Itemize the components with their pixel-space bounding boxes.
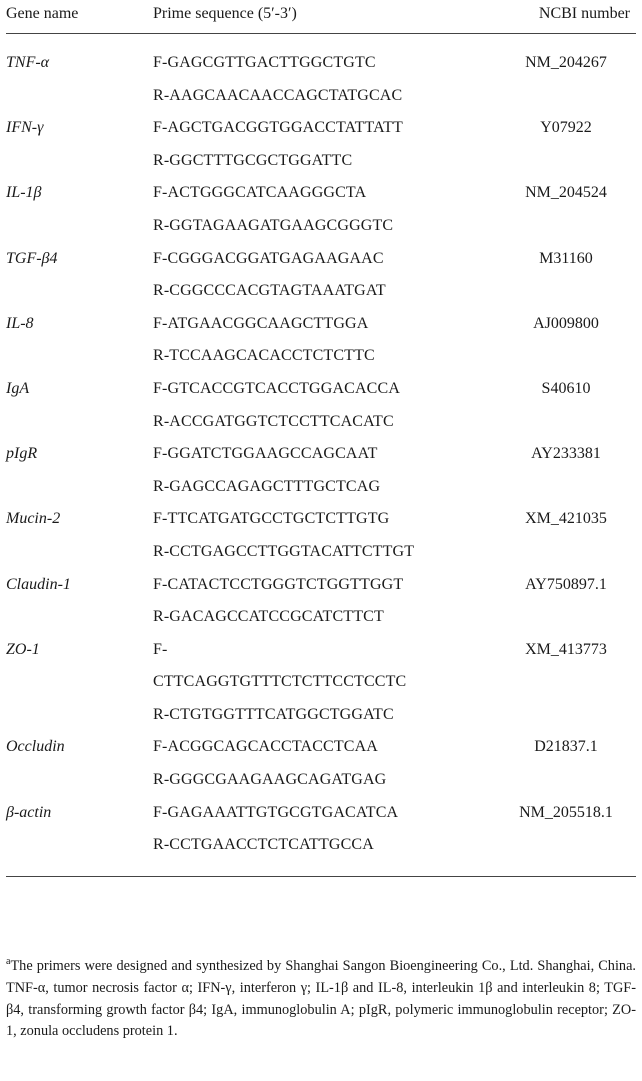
- gene-name-cell: Mucin-2: [6, 510, 61, 528]
- table-row: [6, 47, 636, 112]
- table-row: [6, 797, 636, 862]
- primer-sequence-cell: R-GAGCCAGAGCTTTGCTCAG: [153, 477, 381, 495]
- ncbi-number-cell: AY750897.1: [525, 575, 607, 593]
- gene-name-cell: pIgR: [6, 445, 38, 463]
- table-row-line: [6, 243, 636, 276]
- primer-sequence-cell: F-AGCTGACGGTGGACCTATTATT: [153, 119, 403, 137]
- table-body: [6, 34, 636, 862]
- ncbi-number-cell: XM_421035: [525, 510, 607, 528]
- primer-sequence-cell: R-ACCGATGGTCTCCTTCACATC: [153, 412, 394, 430]
- primer-sequence-cell: F-ACGGCAGCACCTACCTCAA: [153, 738, 379, 756]
- ncbi-number-cell: AY233381: [531, 445, 601, 463]
- primer-sequence-cell: CTTCAGGTGTTTCTCTTCCTCCTC: [153, 673, 407, 691]
- primer-sequence-cell: R-GGCTTTGCGCTGGATTC: [153, 151, 353, 169]
- ncbi-number-cell: NM_205518.1: [519, 803, 613, 821]
- table-row: [6, 503, 636, 568]
- table-header: [6, 0, 636, 34]
- table-row: [6, 634, 636, 732]
- table-row-line: [6, 308, 636, 341]
- primer-sequence-cell: R-AAGCAACAACCAGCTATGCAC: [153, 86, 403, 104]
- table-row: [6, 731, 636, 796]
- gene-name-cell: IgA: [6, 379, 30, 397]
- table-row-line: [6, 340, 636, 373]
- gene-name-cell: TNF-α: [6, 54, 50, 71]
- table-row: [6, 373, 636, 438]
- gene-name-cell: Occludin: [6, 738, 65, 756]
- primer-sequence-cell: F-ACTGGGCATCAAGGGCTA: [153, 184, 367, 202]
- primer-sequence-cell: R-CCTGAGCCTTGGTACATTCTTGT: [153, 542, 415, 560]
- primer-sequence-cell: R-CTGTGGTTTCATGGCTGGATC: [153, 705, 394, 723]
- gene-name-cell: IFN-γ: [6, 119, 44, 137]
- table-row: [6, 243, 636, 308]
- table-row-line: [6, 210, 636, 243]
- gene-name-cell: Claudin-1: [6, 575, 71, 593]
- table-row-line: [6, 177, 636, 210]
- table-row: [6, 569, 636, 634]
- primer-sequence-cell: F-GAGCGTTGACTTGGCTGTC: [153, 54, 376, 71]
- ncbi-number-cell: NM_204267: [525, 54, 607, 71]
- header-primer-sequence: Prime sequence (5′-3′): [153, 5, 297, 22]
- table-row-line: [6, 536, 636, 569]
- table-row-line: [6, 471, 636, 504]
- gene-name-cell: TGF-β4: [6, 249, 58, 267]
- table-row-line: [6, 112, 636, 145]
- footnote-marker: a: [6, 956, 11, 968]
- gene-name-cell: IL-8: [6, 314, 34, 332]
- gene-name-cell: β-actin: [6, 803, 52, 821]
- table-row-line: [6, 569, 636, 602]
- ncbi-number-cell: AJ009800: [533, 314, 599, 332]
- table-row: [6, 308, 636, 373]
- table-row-line: [6, 601, 636, 634]
- ncbi-number-cell: Y07922: [540, 119, 592, 137]
- table-row-line: [6, 699, 636, 732]
- table-row-line: [6, 275, 636, 308]
- primer-sequence-cell: R-GACAGCCATCCGCATCTTCT: [153, 608, 384, 626]
- primer-sequence-cell: R-TCCAAGCACACCTCTCTTC: [153, 347, 375, 365]
- primer-sequence-cell: F-ATGAACGGCAAGCTTGGA: [153, 314, 369, 332]
- table-row-line: [6, 731, 636, 764]
- table-row-line: [6, 145, 636, 178]
- gene-name-cell: IL-1β: [6, 184, 42, 202]
- table-footnote: [6, 956, 636, 1043]
- primer-sequence-cell: F-GTCACCGTCACCTGGACACCA: [153, 379, 401, 397]
- primer-sequence-cell: F-CATACTCCTGGGTCTGGTTGGT: [153, 575, 404, 593]
- ncbi-number-cell: NM_204524: [525, 184, 607, 202]
- table-row-line: [6, 666, 636, 699]
- table-row-line: [6, 503, 636, 536]
- header-ncbi-number: NCBI number: [538, 5, 630, 22]
- table-row: [6, 177, 636, 242]
- table-row-line: [6, 47, 636, 80]
- footnote-text: The primers were designed and synthesized by Shanghai Sangon Bioengineering Co., Ltd. Shanghai, China. TNF-α, tumor necrosis factor α; IFN-γ, interferon γ; IL-1β and IL-8, interleukin 1β and interleukin 8; TGF-β4, transforming growth factor β4; IgA, immunoglobulin A; pIgR, polymeric immunoglobulin receptor; ZO-1, zonula occludens protein 1.: [6, 958, 636, 1040]
- table-row-line: [6, 829, 636, 862]
- primer-sequence-cell: F-: [153, 640, 168, 658]
- table-row-line: [6, 80, 636, 113]
- primer-sequence-cell: R-GGTAGAAGATGAAGCGGGTC: [153, 216, 394, 234]
- table-row-line: [6, 797, 636, 830]
- primer-sequence-cell: F-GGATCTGGAAGCCAGCAAT: [153, 445, 378, 463]
- table-row-line: [6, 634, 636, 667]
- ncbi-number-cell: M31160: [539, 249, 593, 267]
- primer-sequence-cell: R-GGGCGAAGAAGCAGATGAG: [153, 771, 387, 789]
- table-row: [6, 438, 636, 503]
- table-row: [6, 112, 636, 177]
- header-gene-name: Gene name: [6, 5, 79, 22]
- ncbi-number-cell: S40610: [541, 379, 591, 397]
- primer-sequence-cell: R-CGGCCCACGTAGTAAATGAT: [153, 282, 386, 300]
- primer-sequence-cell: F-TTCATGATGCCTGCTCTTGTG: [153, 510, 390, 528]
- ncbi-number-cell: XM_413773: [525, 640, 607, 658]
- primer-sequence-cell: F-CGGGACGGATGAGAAGAAC: [153, 249, 384, 267]
- primer-table: [6, 0, 636, 877]
- primer-sequence-cell: R-CCTGAACCTCTCATTGCCA: [153, 836, 374, 854]
- ncbi-number-cell: D21837.1: [534, 738, 598, 756]
- gene-name-cell: ZO-1: [6, 640, 40, 658]
- table-row-line: [6, 406, 636, 439]
- table-bottom-rule: [6, 876, 636, 877]
- table-row-line: [6, 438, 636, 471]
- primer-sequence-cell: F-GAGAAATTGTGCGTGACATCA: [153, 803, 399, 821]
- table-row-line: [6, 764, 636, 797]
- table-row-line: [6, 373, 636, 406]
